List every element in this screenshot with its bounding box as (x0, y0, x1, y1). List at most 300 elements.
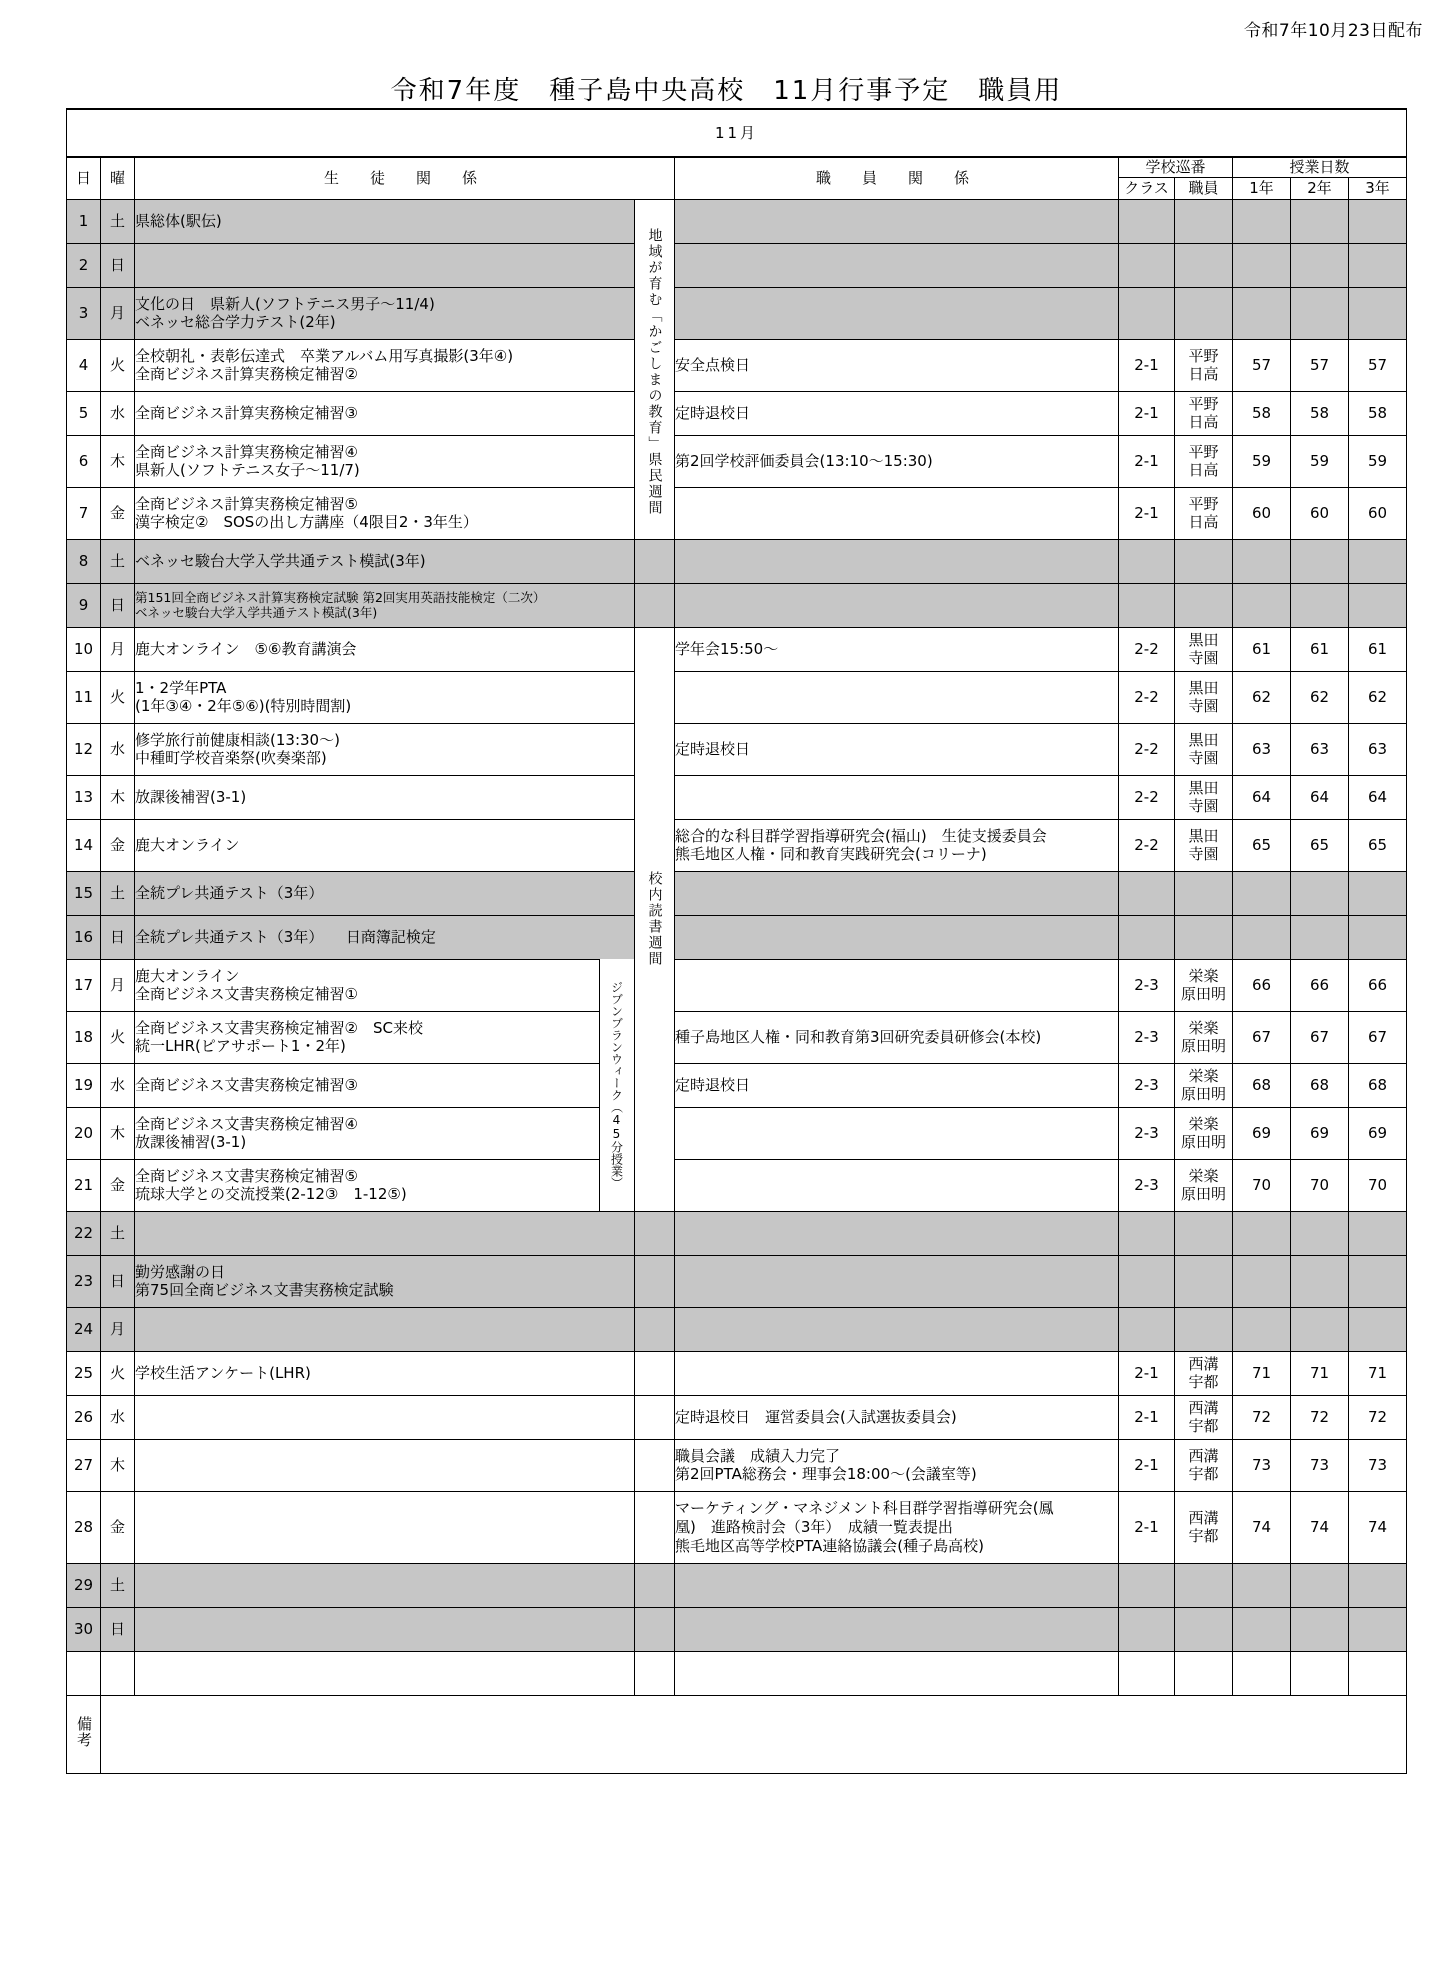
cell-patrol-staff (1175, 1563, 1233, 1607)
cell-student-events: 第151回全商ビジネス計算実務検定試験 第2回実用英語技能検定（二次） ベネッセ駿台大学入学共通テスト模試(3年) (135, 583, 635, 627)
cell-student-events: 全商ビジネス文書実務検定補習④ 放課後補習(3-1) (135, 1107, 635, 1159)
table-row (67, 243, 1407, 287)
cell-days-grade3 (1349, 199, 1407, 243)
cell-dow: 水 (101, 391, 135, 435)
cell-vertical-spacer (635, 1491, 675, 1563)
cell-staff-events (675, 1159, 1119, 1211)
cell-days-grade2 (1291, 871, 1349, 915)
cell-day: 21 (67, 1159, 101, 1211)
cell-days-grade1: 62 (1233, 671, 1291, 723)
cell-patrol-staff (1175, 915, 1233, 959)
cell-student-events: 県総体(駅伝) (135, 199, 635, 243)
cell-patrol-class: 2-3 (1119, 1011, 1175, 1063)
cell-vertical-spacer (635, 1307, 675, 1351)
cell-days-grade2 (1291, 243, 1349, 287)
cell-day: 19 (67, 1063, 101, 1107)
header-dow: 曜 (101, 157, 135, 199)
cell-days-grade3 (1349, 583, 1407, 627)
cell-vertical-spacer (635, 1395, 675, 1439)
cell-student-events: 全商ビジネス計算実務検定補習⑤ 漢字検定② SOSの出し方講座（4限目2・3年生） (135, 487, 635, 539)
cell-days-grade2: 72 (1291, 1395, 1349, 1439)
cell-patrol-class: 2-1 (1119, 1395, 1175, 1439)
cell-days-grade1: 68 (1233, 1063, 1291, 1107)
header-day: 日 (67, 157, 101, 199)
cell-days-grade1: 70 (1233, 1159, 1291, 1211)
cell-patrol-staff: 黒田 寺園 (1175, 775, 1233, 819)
cell-student-events (135, 1651, 635, 1695)
cell-staff-events (675, 915, 1119, 959)
vertical-label-kagoshima-week-text: 地域が育む「かごしまの教育」県民週間 (646, 228, 663, 517)
cell-days-grade2 (1291, 1563, 1349, 1607)
cell-student-events: 全商ビジネス計算実務検定補習④ 県新人(ソフトテニス女子～11/7) (135, 435, 635, 487)
cell-days-grade1 (1233, 1211, 1291, 1255)
table-row (67, 287, 1407, 339)
cell-staff-events (675, 959, 1119, 1011)
cell-patrol-staff: 平野 日高 (1175, 339, 1233, 391)
cell-student-events: 鹿大オンライン ⑤⑥教育講演会 (135, 627, 635, 671)
cell-student-events (135, 1211, 635, 1255)
cell-patrol-class: 2-1 (1119, 391, 1175, 435)
cell-patrol-class: 2-3 (1119, 1159, 1175, 1211)
cell-dow: 月 (101, 287, 135, 339)
cell-days-grade3 (1349, 243, 1407, 287)
cell-days-grade3 (1349, 1255, 1407, 1307)
table-row (67, 915, 1407, 959)
cell-days-grade3: 68 (1349, 1063, 1407, 1107)
schedule-table-wrapper (66, 108, 1390, 1774)
cell-day: 17 (67, 959, 101, 1011)
cell-patrol-class: 2-1 (1119, 1351, 1175, 1395)
header-grade2: 2年 (1291, 177, 1349, 199)
cell-vertical-spacer (635, 1211, 675, 1255)
cell-patrol-class (1119, 243, 1175, 287)
cell-days-grade1: 72 (1233, 1395, 1291, 1439)
table-row (67, 1211, 1407, 1255)
cell-patrol-staff: 平野 日高 (1175, 391, 1233, 435)
cell-days-grade3: 62 (1349, 671, 1407, 723)
cell-day (67, 1651, 101, 1695)
cell-patrol-staff (1175, 539, 1233, 583)
cell-patrol-staff: 栄楽 原田明 (1175, 1159, 1233, 1211)
cell-days-grade1 (1233, 1563, 1291, 1607)
cell-day: 28 (67, 1491, 101, 1563)
cell-day: 25 (67, 1351, 101, 1395)
cell-days-grade3: 66 (1349, 959, 1407, 1011)
cell-days-grade1: 67 (1233, 1011, 1291, 1063)
table-row (67, 1063, 1407, 1107)
cell-patrol-class (1119, 1307, 1175, 1351)
cell-patrol-class: 2-1 (1119, 487, 1175, 539)
cell-days-grade3: 72 (1349, 1395, 1407, 1439)
cell-staff-events: 定時退校日 (675, 1063, 1119, 1107)
cell-days-grade2 (1291, 1307, 1349, 1351)
table-row (67, 1107, 1407, 1159)
cell-dow: 火 (101, 1011, 135, 1063)
cell-days-grade1: 64 (1233, 775, 1291, 819)
cell-patrol-class (1119, 871, 1175, 915)
cell-student-events: 全商ビジネス文書実務検定補習③ (135, 1063, 635, 1107)
cell-days-grade2: 59 (1291, 435, 1349, 487)
cell-student-events: 鹿大オンライン (135, 819, 635, 871)
cell-days-grade1: 61 (1233, 627, 1291, 671)
cell-day: 16 (67, 915, 101, 959)
cell-day: 26 (67, 1395, 101, 1439)
cell-days-grade2: 60 (1291, 487, 1349, 539)
cell-staff-events (675, 287, 1119, 339)
cell-dow: 木 (101, 435, 135, 487)
cell-dow: 土 (101, 199, 135, 243)
table-row (67, 1395, 1407, 1439)
cell-student-events (135, 1395, 635, 1439)
cell-staff-events (675, 199, 1119, 243)
cell-staff-events (675, 1307, 1119, 1351)
cell-days-grade2: 70 (1291, 1159, 1349, 1211)
cell-days-grade2 (1291, 583, 1349, 627)
cell-day: 3 (67, 287, 101, 339)
cell-patrol-class: 2-1 (1119, 339, 1175, 391)
cell-days-grade2 (1291, 199, 1349, 243)
header-student-section: 生 徒 関 係 (135, 157, 675, 199)
cell-dow: 木 (101, 1107, 135, 1159)
table-row (67, 583, 1407, 627)
cell-student-events: 全商ビジネス計算実務検定補習③ (135, 391, 635, 435)
cell-patrol-staff: 西溝 宇都 (1175, 1491, 1233, 1563)
cell-days-grade2 (1291, 287, 1349, 339)
cell-days-grade3: 59 (1349, 435, 1407, 487)
header-patrol-class: クラス (1119, 177, 1175, 199)
cell-days-grade1 (1233, 287, 1291, 339)
table-row (67, 1159, 1407, 1211)
remarks-content[interactable] (101, 1695, 1407, 1773)
cell-dow: 火 (101, 671, 135, 723)
cell-staff-events: 安全点検日 (675, 339, 1119, 391)
cell-vertical-spacer (635, 1651, 675, 1695)
cell-dow: 水 (101, 723, 135, 775)
cell-student-events: ベネッセ駿台大学入学共通テスト模試(3年) (135, 539, 635, 583)
cell-dow: 月 (101, 959, 135, 1011)
cell-day: 7 (67, 487, 101, 539)
cell-day: 1 (67, 199, 101, 243)
cell-days-grade1: 74 (1233, 1491, 1291, 1563)
cell-dow: 水 (101, 1063, 135, 1107)
cell-days-grade3 (1349, 539, 1407, 583)
cell-days-grade2 (1291, 1607, 1349, 1651)
distribution-date: 令和7年10月23日配布 (1243, 21, 1423, 41)
cell-day: 2 (67, 243, 101, 287)
cell-days-grade3 (1349, 1607, 1407, 1651)
cell-days-grade2 (1291, 1651, 1349, 1695)
cell-staff-events (675, 539, 1119, 583)
month-banner-row (67, 109, 1407, 157)
cell-student-events: 修学旅行前健康相談(13:30～) 中種町学校音楽祭(吹奏楽部) (135, 723, 635, 775)
cell-days-grade2: 71 (1291, 1351, 1349, 1395)
cell-dow: 日 (101, 243, 135, 287)
cell-day: 29 (67, 1563, 101, 1607)
cell-staff-events (675, 1107, 1119, 1159)
cell-student-events: 全商ビジネス文書実務検定補習⑤ 琉球大学との交流授業(2-12③ 1-12⑤) (135, 1159, 635, 1211)
cell-patrol-class: 2-1 (1119, 1439, 1175, 1491)
table-row (67, 1255, 1407, 1307)
cell-days-grade1 (1233, 1307, 1291, 1351)
cell-day: 6 (67, 435, 101, 487)
cell-day: 22 (67, 1211, 101, 1255)
cell-day: 15 (67, 871, 101, 915)
cell-patrol-class: 2-2 (1119, 671, 1175, 723)
cell-staff-events: 種子島地区人権・同和教育第3回研究委員研修会(本校) (675, 1011, 1119, 1063)
cell-dow: 水 (101, 1395, 135, 1439)
table-row (67, 339, 1407, 391)
cell-patrol-class (1119, 1563, 1175, 1607)
cell-patrol-staff (1175, 287, 1233, 339)
cell-staff-events: 学年会15:50～ (675, 627, 1119, 671)
cell-patrol-staff: 西溝 宇都 (1175, 1351, 1233, 1395)
cell-days-grade2: 73 (1291, 1439, 1349, 1491)
table-row (67, 487, 1407, 539)
cell-days-grade1: 59 (1233, 435, 1291, 487)
table-row (67, 871, 1407, 915)
cell-days-grade2 (1291, 1211, 1349, 1255)
cell-days-grade1: 58 (1233, 391, 1291, 435)
cell-days-grade3: 73 (1349, 1439, 1407, 1491)
cell-days-grade3 (1349, 871, 1407, 915)
vertical-label-jibun-brand-week (599, 959, 634, 1211)
cell-days-grade2: 74 (1291, 1491, 1349, 1563)
remarks-label (67, 1695, 101, 1773)
table-row (67, 1351, 1407, 1395)
cell-patrol-staff: 黒田 寺園 (1175, 627, 1233, 671)
cell-patrol-staff: 平野 日高 (1175, 487, 1233, 539)
cell-vertical-spacer (635, 1607, 675, 1651)
cell-student-events (135, 1307, 635, 1351)
cell-staff-events: 定時退校日 (675, 723, 1119, 775)
cell-dow: 金 (101, 1491, 135, 1563)
cell-dow: 土 (101, 539, 135, 583)
cell-staff-events: 職員会議 成績入力完了 第2回PTA総務会・理事会18:00～(会議室等) (675, 1439, 1119, 1491)
cell-student-events: 勤労感謝の日 第75回全商ビジネス文書実務検定試験 (135, 1255, 635, 1307)
cell-day: 13 (67, 775, 101, 819)
cell-days-grade3 (1349, 1651, 1407, 1695)
cell-student-events: 全統プレ共通テスト（3年） 日商簿記検定 (135, 915, 635, 959)
cell-staff-events: 定時退校日 (675, 391, 1119, 435)
cell-days-grade3: 65 (1349, 819, 1407, 871)
cell-day: 11 (67, 671, 101, 723)
cell-days-grade1: 65 (1233, 819, 1291, 871)
cell-student-events (135, 1563, 635, 1607)
cell-student-events: 全商ビジネス文書実務検定補習② SC来校 統一LHR(ピアサポート1・2年) (135, 1011, 635, 1063)
cell-patrol-staff: 黒田 寺園 (1175, 671, 1233, 723)
cell-days-grade3: 69 (1349, 1107, 1407, 1159)
cell-staff-events: マーケティング・マネジメント科目群学習指導研究会(鳳 凰) 進路検討会（3年） 成績一覧表提出 熊毛地区高等学校PTA連絡協議会(種子島高校) (675, 1491, 1119, 1563)
table-row (67, 1011, 1407, 1063)
table-row (67, 627, 1407, 671)
table-row (67, 819, 1407, 871)
header-patrol-group: 学校巡番 (1119, 157, 1233, 177)
cell-staff-events: 総合的な科目群学習指導研究会(福山) 生徒支援委員会 熊毛地区人権・同和教育実践研究会(コリーナ) (675, 819, 1119, 871)
cell-patrol-class: 2-3 (1119, 1107, 1175, 1159)
cell-patrol-class (1119, 915, 1175, 959)
cell-dow: 火 (101, 1351, 135, 1395)
cell-day: 4 (67, 339, 101, 391)
cell-vertical-spacer (635, 1351, 675, 1395)
cell-staff-events (675, 583, 1119, 627)
cell-days-grade1 (1233, 243, 1291, 287)
cell-patrol-staff: 栄楽 原田明 (1175, 1107, 1233, 1159)
cell-patrol-staff (1175, 1255, 1233, 1307)
cell-staff-events (675, 1255, 1119, 1307)
cell-student-events (135, 1439, 635, 1491)
table-row (67, 671, 1407, 723)
vertical-label-jibun-brand-week-text: ジブンブランウィーク（45分授業） (609, 981, 624, 1190)
cell-staff-events (675, 671, 1119, 723)
cell-patrol-staff: 西溝 宇都 (1175, 1395, 1233, 1439)
cell-days-grade2: 68 (1291, 1063, 1349, 1107)
cell-day: 18 (67, 1011, 101, 1063)
table-row (67, 775, 1407, 819)
cell-student-events: 学校生活アンケート(LHR) (135, 1351, 635, 1395)
cell-days-grade2 (1291, 539, 1349, 583)
cell-patrol-staff (1175, 199, 1233, 243)
cell-day: 9 (67, 583, 101, 627)
cell-days-grade2: 63 (1291, 723, 1349, 775)
cell-staff-events (675, 487, 1119, 539)
cell-days-grade3: 58 (1349, 391, 1407, 435)
cell-student-events: 1・2学年PTA (1年③④・2年⑤⑥)(特別時間割) (135, 671, 635, 723)
table-row (67, 539, 1407, 583)
table-row (67, 723, 1407, 775)
cell-patrol-class (1119, 287, 1175, 339)
cell-student-events (135, 243, 635, 287)
cell-dow: 土 (101, 1211, 135, 1255)
cell-patrol-class: 2-1 (1119, 435, 1175, 487)
cell-days-grade1: 60 (1233, 487, 1291, 539)
cell-vertical-spacer (635, 1439, 675, 1491)
cell-staff-events (675, 775, 1119, 819)
cell-days-grade3: 71 (1349, 1351, 1407, 1395)
cell-vertical-spacer (635, 539, 675, 583)
cell-patrol-staff (1175, 1307, 1233, 1351)
cell-patrol-staff: 栄楽 原田明 (1175, 959, 1233, 1011)
header-row-top (67, 157, 1407, 177)
cell-staff-events (675, 1651, 1119, 1695)
vertical-label-reading-week-text: 校内読書週間 (646, 871, 663, 968)
cell-dow: 土 (101, 871, 135, 915)
cell-day: 8 (67, 539, 101, 583)
cell-dow: 月 (101, 627, 135, 671)
cell-staff-events (675, 1607, 1119, 1651)
cell-patrol-class (1119, 539, 1175, 583)
cell-dow: 日 (101, 1255, 135, 1307)
cell-dow: 日 (101, 915, 135, 959)
cell-days-grade1 (1233, 199, 1291, 243)
cell-day: 20 (67, 1107, 101, 1159)
cell-student-events (135, 1607, 635, 1651)
cell-student-events: 文化の日 県新人(ソフトテニス男子～11/4) ベネッセ総合学力テスト(2年) (135, 287, 635, 339)
cell-day: 14 (67, 819, 101, 871)
cell-days-grade1 (1233, 871, 1291, 915)
cell-patrol-class: 2-2 (1119, 819, 1175, 871)
cell-patrol-staff: 黒田 寺園 (1175, 819, 1233, 871)
cell-days-grade1: 57 (1233, 339, 1291, 391)
cell-days-grade1 (1233, 915, 1291, 959)
cell-vertical-spacer (635, 1255, 675, 1307)
cell-day: 27 (67, 1439, 101, 1491)
cell-staff-events (675, 1351, 1119, 1395)
cell-patrol-staff (1175, 1607, 1233, 1651)
cell-days-grade2: 67 (1291, 1011, 1349, 1063)
cell-days-grade3: 67 (1349, 1011, 1407, 1063)
cell-dow: 月 (101, 1307, 135, 1351)
cell-days-grade1: 69 (1233, 1107, 1291, 1159)
remarks-row (67, 1695, 1407, 1773)
cell-vertical-spacer (635, 583, 675, 627)
month-banner: 11月 (67, 109, 1407, 157)
cell-patrol-staff: 西溝 宇都 (1175, 1439, 1233, 1491)
cell-patrol-class: 2-2 (1119, 723, 1175, 775)
cell-days-grade2: 64 (1291, 775, 1349, 819)
table-row (67, 1307, 1407, 1351)
cell-days-grade2: 69 (1291, 1107, 1349, 1159)
cell-days-grade2: 61 (1291, 627, 1349, 671)
cell-days-grade2: 58 (1291, 391, 1349, 435)
cell-patrol-class (1119, 1211, 1175, 1255)
cell-patrol-staff (1175, 1211, 1233, 1255)
cell-student-events (135, 1491, 635, 1563)
cell-patrol-staff: 栄楽 原田明 (1175, 1011, 1233, 1063)
page-title: 令和7年度 種子島中央高校 11月行事予定 職員用 (390, 76, 1063, 106)
table-row (67, 1651, 1407, 1695)
cell-day: 12 (67, 723, 101, 775)
cell-patrol-staff: 黒田 寺園 (1175, 723, 1233, 775)
cell-days-grade3: 70 (1349, 1159, 1407, 1211)
table-row (67, 1439, 1407, 1491)
cell-days-grade3 (1349, 1211, 1407, 1255)
vertical-label-kagoshima-week (635, 199, 675, 539)
cell-staff-events: 第2回学校評価委員会(13:10～15:30) (675, 435, 1119, 487)
cell-patrol-staff (1175, 1651, 1233, 1695)
cell-staff-events (675, 243, 1119, 287)
cell-patrol-class (1119, 1607, 1175, 1651)
cell-patrol-class: 2-3 (1119, 959, 1175, 1011)
cell-day: 5 (67, 391, 101, 435)
cell-days-grade1: 66 (1233, 959, 1291, 1011)
cell-days-grade3: 57 (1349, 339, 1407, 391)
cell-staff-events (675, 1211, 1119, 1255)
table-row (67, 1491, 1407, 1563)
cell-patrol-staff (1175, 871, 1233, 915)
cell-day: 24 (67, 1307, 101, 1351)
cell-patrol-class (1119, 199, 1175, 243)
cell-patrol-class (1119, 583, 1175, 627)
header-staff-section: 職 員 関 係 (675, 157, 1119, 199)
cell-days-grade1: 63 (1233, 723, 1291, 775)
header-grade3: 3年 (1349, 177, 1407, 199)
cell-days-grade3 (1349, 915, 1407, 959)
cell-days-grade2 (1291, 915, 1349, 959)
table-row (67, 435, 1407, 487)
cell-days-grade1 (1233, 1255, 1291, 1307)
cell-days-grade3 (1349, 1563, 1407, 1607)
cell-days-grade1 (1233, 1607, 1291, 1651)
cell-days-grade1 (1233, 583, 1291, 627)
cell-days-grade3: 61 (1349, 627, 1407, 671)
remarks-label-text: 備考 (75, 1715, 93, 1748)
cell-student-events: 全校朝礼・表彰伝達式 卒業アルバム用写真撮影(3年④) 全商ビジネス計算実務検定補習② (135, 339, 635, 391)
table-row (67, 1607, 1407, 1651)
cell-patrol-class (1119, 1255, 1175, 1307)
table-row (67, 391, 1407, 435)
cell-days-grade2 (1291, 1255, 1349, 1307)
cell-days-grade3 (1349, 1307, 1407, 1351)
